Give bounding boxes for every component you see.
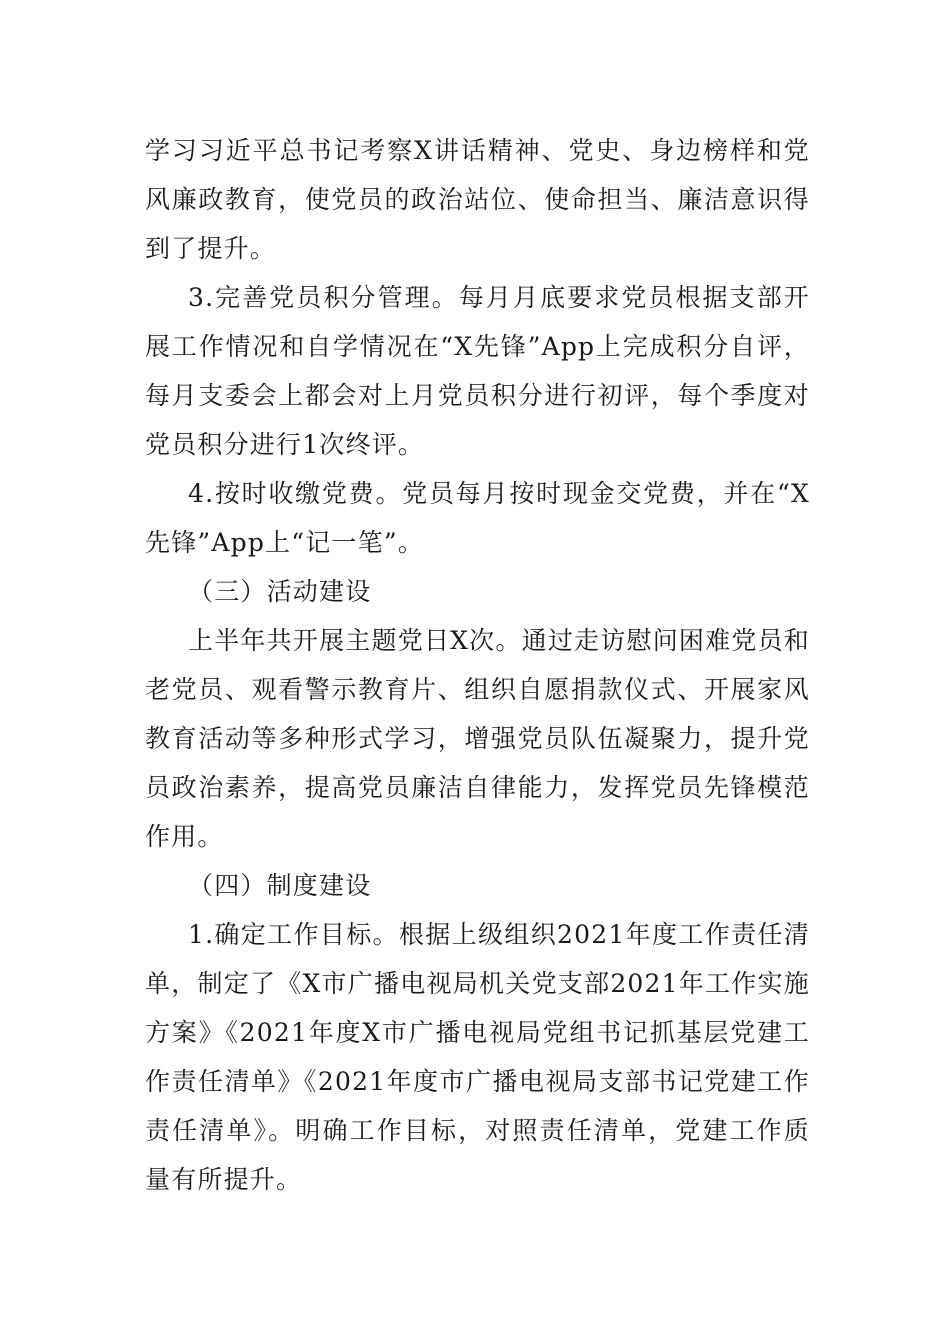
document-body — [145, 126, 810, 1204]
paragraph-work-goals: 1.确定工作目标。根据上级组织2021年度工作责任清单，制定了《X市广播电视局机关党支部2021年工作实施方案》《2021年度X市广播电视局党组书记抓基层党建工作责任清单》《2021年度市广播电视局支部书记党建工作责任清单》。明确工作目标，对照责任清单，党建工作质量有所提升。 — [145, 920, 810, 1194]
paragraph-party-dues: 4.按时收缴党费。党员每月按时现金交党费，并在“X先锋”App上“记一笔”。 — [145, 479, 810, 557]
paragraph-activities: 上半年共开展主题党日X次。通过走访慰问困难党员和老党员、观看警示教育片、组织自愿捐款仪式、开展家风教育活动等多种形式学习，增强党员队伍凝聚力，提升党员政治素养，提高党员廉洁自律能力，发挥党员先锋模范作用。 — [145, 626, 810, 851]
section-heading-system: （四）制度建设 — [188, 871, 372, 900]
paragraph-points-management: 3.完善党员积分管理。每月月底要求党员根据支部开展工作情况和自学情况在“X先锋”App上完成积分自评，每月支委会上都会对上月党员积分进行初评，每个季度对党员积分进行1次终评。 — [145, 283, 810, 459]
section-heading-activities: （三）活动建设 — [188, 577, 372, 606]
paragraph-continuation: 学习习近平总书记考察X讲话精神、党史、身边榜样和党风廉政教育，使党员的政治站位、使命担当、廉洁意识得到了提升。 — [145, 136, 810, 263]
